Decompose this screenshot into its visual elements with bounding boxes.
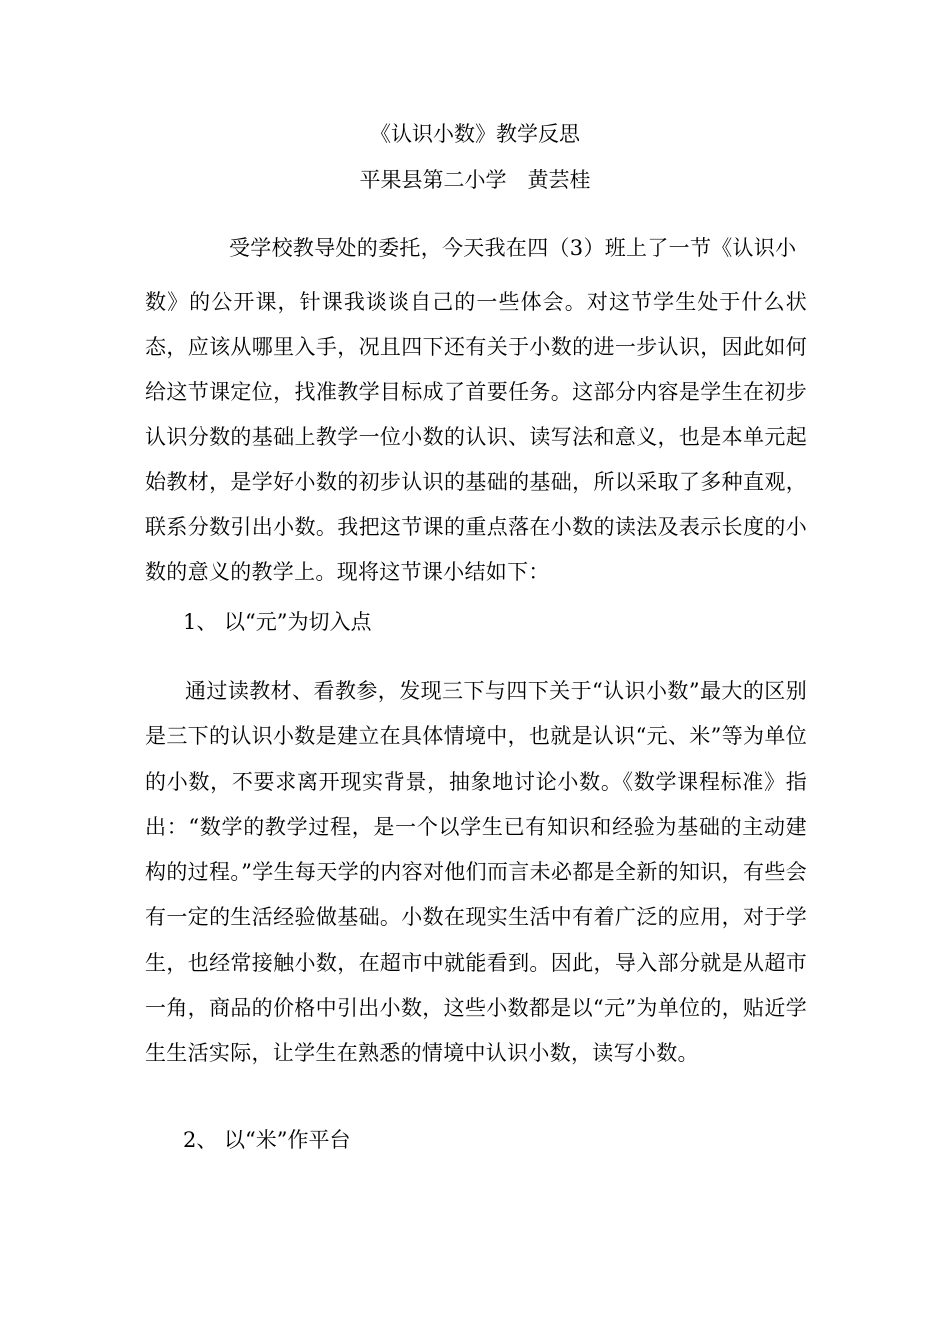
paragraph-intro-first-line: 受学校教导处的委托，今天我在四（3）班上了一节《认识小: [229, 236, 797, 260]
author-line: 平果县第二小学 黄芸桂: [359, 168, 591, 192]
document-title: 《认识小数》教学反思: [370, 122, 580, 146]
section-heading-2: 2、 以“米”作平台: [183, 1128, 351, 1152]
paragraph-section-1: 通过读教材、看教参，发现三下与四下关于“认识小数”最大的区别是三下的认识小数是建立在具体情境中，也就是认识“元、米”等为单位的小数，不要求离开现实背景，抽象地讨论小数。《数学课程标准》指出：“数学的教学过程，是一个以学生已有知识和经验为基础的主动建构的过程。”学生每天学的内容对他们而言未必都是全新的知识，有些会有一定的生活经验做基础。小数在现实生活中有着广泛的应用，对于学生，也经常接触小数，在超市中就能看到。因此，导入部分就是从超市一角，商品的价格中引出小数，这些小数都是以“元”为单位的，贴近学生生活实际，让学生在熟悉的情境中认识小数，读写小数。: [145, 679, 807, 1066]
paragraph-intro: [145, 226, 807, 595]
paragraph-intro-rest: 数》的公开课，针课我谈谈自己的一些体会。对这节学生处于什么状态，应该从哪里入手，况且四下还有关于小数的进一步认识，因此如何给这节课定位，找准教学目标成了首要任务。这部分内容是学生在初步认识分数的基础上教学一位小数的认识、读写法和意义，也是本单元起始教材，是学好小数的初步认识的基础的基础，所以采取了多种直观，联系分数引出小数。我把这节课的重点落在小数的读法及表示长度的小数的意义的教学上。现将这节课小结如下：: [145, 290, 807, 584]
section-heading-1: 1、 以“元”为切入点: [183, 610, 372, 634]
